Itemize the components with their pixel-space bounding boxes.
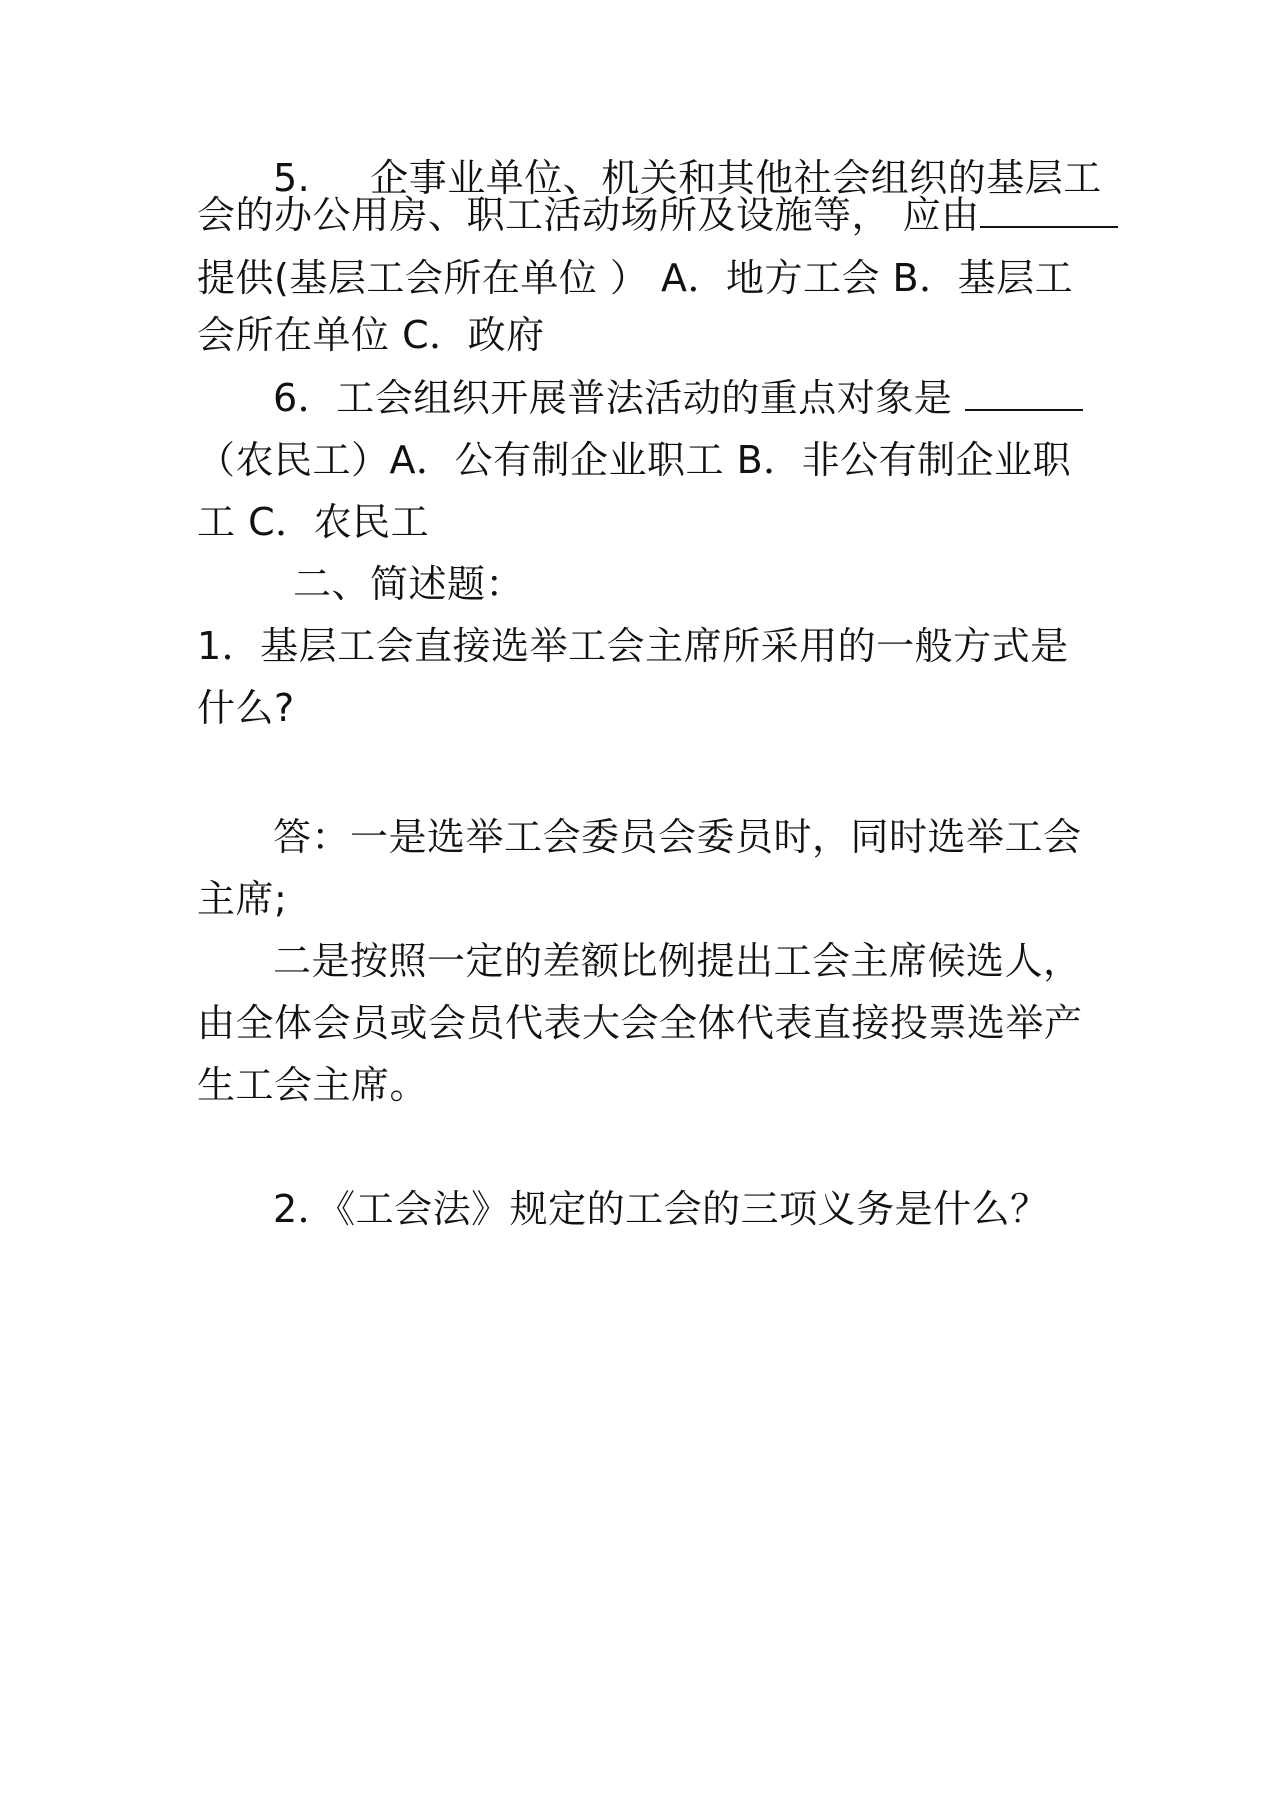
q5-line-2 (197, 192, 1097, 238)
sa1-answer-5: 生工会主席。 (197, 1063, 429, 1107)
q6-line-1 (273, 375, 1173, 421)
sa2-question-1: 2．《工会法》规定的工会的三项义务是什么？ (273, 1187, 1049, 1231)
sa1-answer-3: 二是按照一定的差额比例提出工会主席候选人， (273, 939, 1082, 983)
q5-text-2: 会的办公用房、职工活动场所及设施等， 应由 (197, 193, 980, 237)
q5-line-3 (197, 255, 1097, 301)
q5-text-3: 提供(基层工会所在单位 ） A．地方工会 B．基层工 (197, 256, 1074, 300)
q6-number: 6． (273, 376, 337, 420)
q5-blank (980, 192, 1118, 228)
sa1-question-1: 1．基层工会直接选举工会主席所采用的一般方式是 (197, 624, 1069, 668)
q6-line-2 (197, 437, 1097, 483)
q5-text-1: 企事业单位、机关和其他社会组织的基层工 (370, 156, 1102, 200)
section-heading: 二、简述题： (293, 562, 525, 606)
q6-text-2: （农民工）A．公有制企业职工 B．非公有制企业职 (197, 438, 1072, 482)
sa1-answer-2: 主席; (197, 877, 288, 921)
sa1-answer-4: 由全体会员或会员代表大会全体代表直接投票选举产 (197, 1001, 1083, 1045)
q6-blank (965, 375, 1083, 411)
q5-text-4: 会所在单位 C．政府 (197, 313, 545, 357)
q6-text-1: 工会组织开展普法活动的重点对象是 (336, 376, 965, 420)
q5-line-4 (197, 312, 1097, 358)
sa1-answer-1: 答：一是选举工会委员会委员时，同时选举工会 (273, 815, 1082, 859)
q5-number: 5. (273, 156, 311, 200)
sa1-question-2: 什么? (197, 686, 295, 730)
q6-text-3: 工 C．农民工 (197, 500, 430, 544)
q6-line-3 (197, 499, 1097, 545)
